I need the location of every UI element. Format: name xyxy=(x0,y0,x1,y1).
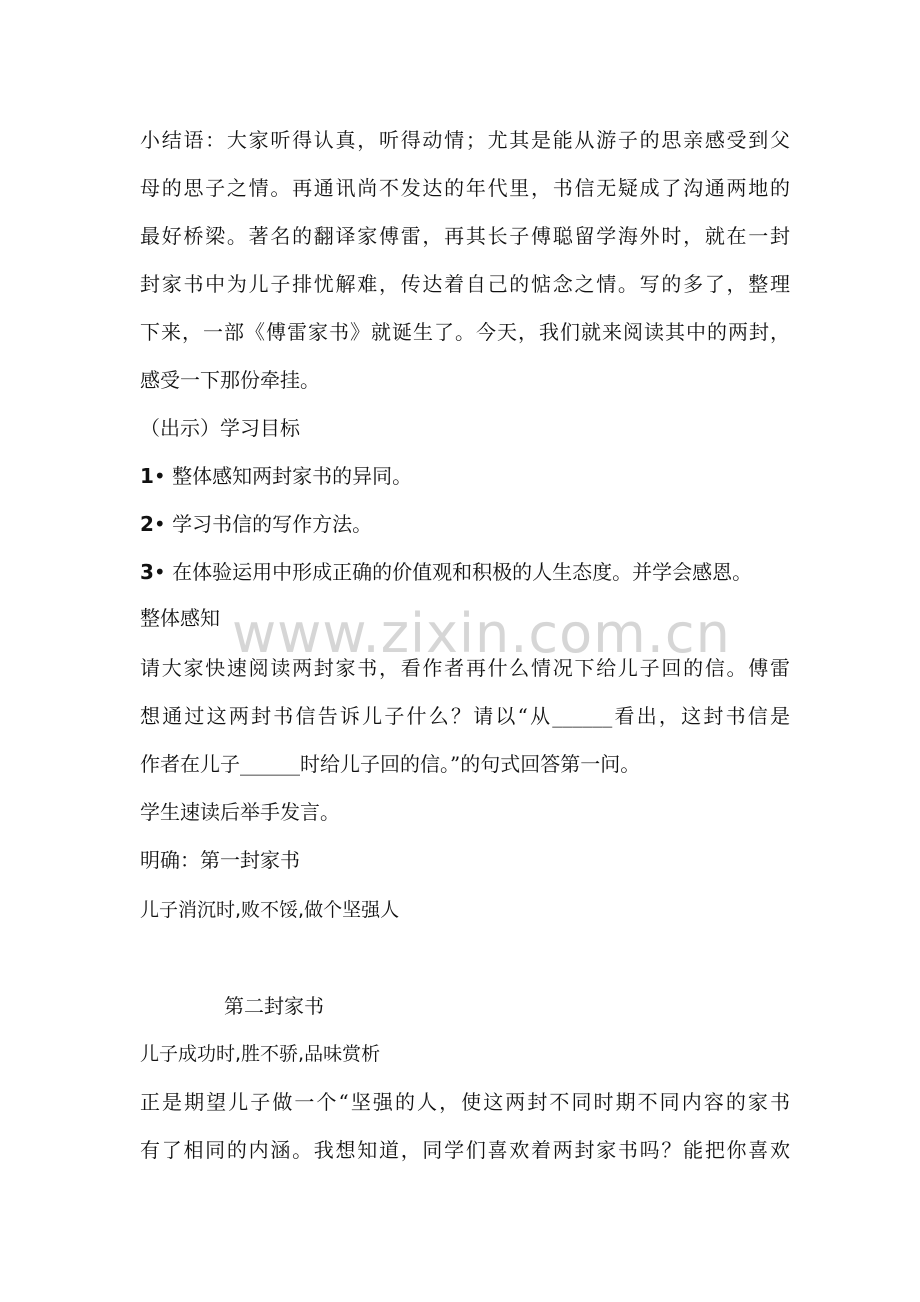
letter-2-summary: 儿子成功时,胜不骄,品味赏析 xyxy=(140,1043,381,1065)
closing-line-2: 有了相同的内涵。我想知道，同学们喜欢着两封家书吗？能把你喜欢 xyxy=(140,1138,790,1162)
summary-line-3: 最好桥梁。著名的翻译家傅雷，再其长子傅聪留学海外时，就在一封 xyxy=(140,224,790,248)
perception-heading: 整体感知 xyxy=(140,606,220,630)
list-bullet: • xyxy=(153,464,173,488)
goal-text-1: 整体感知两封家书的异同。 xyxy=(172,464,413,488)
students-line: 学生速读后举手发言。 xyxy=(140,800,340,824)
clarify-line: 明确：第一封家书 xyxy=(140,848,300,872)
goal-text-3: 在体验运用中形成正确的价值观和积极的人生态度。并学会感恩。 xyxy=(172,560,753,584)
summary-line-2: 母的思子之情。再通讯尚不发达的年代里，书信无疑成了沟通两地的 xyxy=(140,176,790,200)
summary-line-1: 小结语：大家听得认真，听得动情；尤其是能从游子的思亲感受到父 xyxy=(140,128,790,152)
goal-number-2: 2 xyxy=(140,512,154,536)
goal-item-3 xyxy=(140,558,790,586)
list-bullet: • xyxy=(153,560,173,584)
goal-text-2: 学习书信的写作方法。 xyxy=(172,512,373,536)
task-line-3: 作者在儿子______时给儿子回的信。”的句式回答第一问。 xyxy=(140,752,641,776)
list-bullet: • xyxy=(153,512,173,536)
watermark-text: www.zixin.com.cn xyxy=(232,602,731,665)
letter-1-summary: 儿子消沉时,败不馁,做个坚强人 xyxy=(140,899,400,921)
summary-line-5: 下来，一部《傅雷家书》就诞生了。今天，我们就来阅读其中的两封， xyxy=(140,320,790,344)
task-line-1: 请大家快速阅读两封家书，看作者再什么情况下给儿子回的信。傅雷 xyxy=(140,656,790,680)
letter-2-title: 第二封家书 xyxy=(224,994,324,1018)
goals-heading: （出示）学习目标 xyxy=(140,416,300,440)
goal-number-3: 3 xyxy=(140,560,154,584)
goal-number-1: 1 xyxy=(140,464,154,488)
goal-item-2 xyxy=(140,510,790,538)
closing-line-1: 正是期望儿子做一个“坚强的人，使这两封不同时期不同内容的家书 xyxy=(140,1090,790,1114)
goal-item-1 xyxy=(140,462,790,490)
summary-line-6: 感受一下那份牵挂。 xyxy=(140,368,320,392)
task-line-2: 想通过这两封书信告诉儿子什么？请以“从______看出，这封书信是 xyxy=(140,704,790,728)
summary-line-4: 封家书中为儿子排忧解难，传达着自己的惦念之情。写的多了，整理 xyxy=(140,272,790,296)
